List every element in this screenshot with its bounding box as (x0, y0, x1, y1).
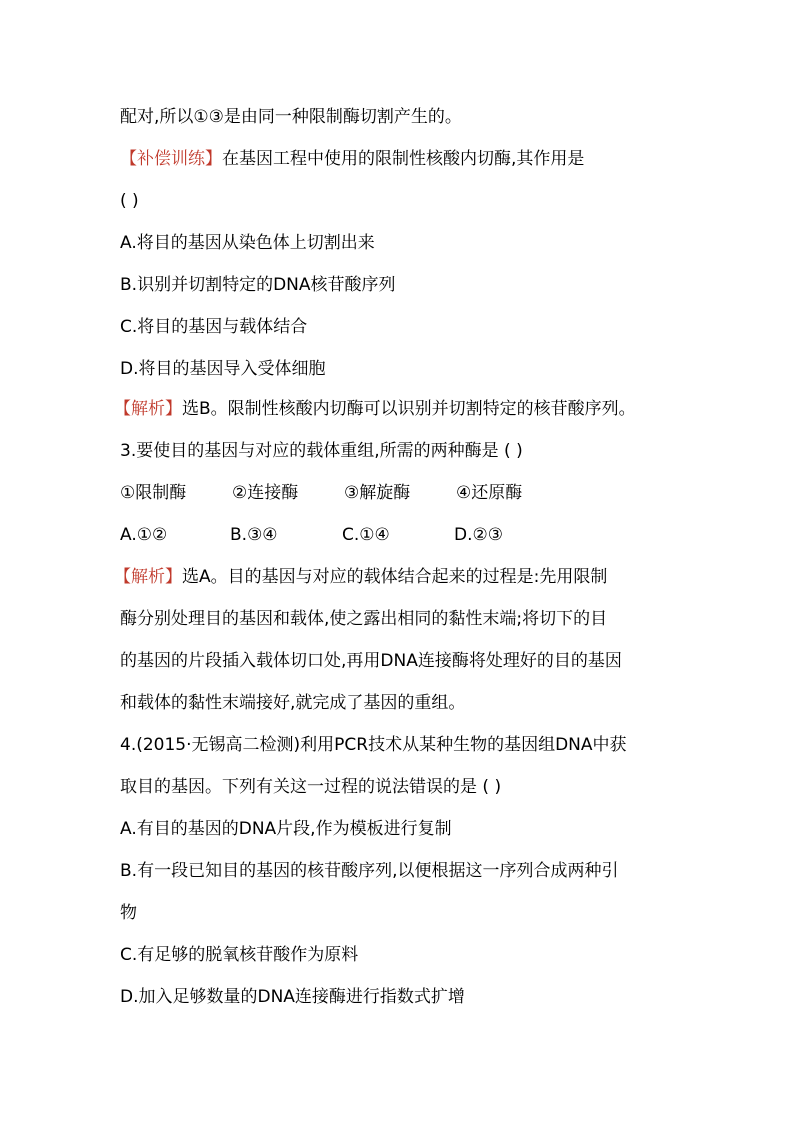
supplement-question-text: 在基因工程中使用的限制性核酸内切酶,其作用是 (222, 149, 585, 169)
question-3-answers (120, 524, 503, 546)
q4-option-d: D.加入足够数量的DNA连接酶进行指数式扩增 (120, 987, 465, 1007)
q4-option-b-line-2: 物 (120, 903, 137, 923)
question-4-line-1: 4.(2015·无锡高二检测)利用PCR技术从某种生物的基因组DNA中获 (120, 735, 627, 755)
analysis-2-text-1: 选A。目的基因与对应的载体结合起来的过程是:先用限制 (182, 567, 608, 587)
q4-option-b-line-1: B.有一段已知目的基因的核苷酸序列,以便根据这一序列合成两种引 (120, 861, 619, 881)
question-4-line-2: 取目的基因。下列有关这一过程的说法错误的是 ( ) (120, 777, 502, 797)
q4-option-c: C.有足够的脱氧核苷酸作为原料 (120, 945, 359, 965)
enzyme-1: ①限制酶 (120, 483, 187, 503)
analysis-text: 选B。限制性核酸内切酶可以识别并切割特定的核苷酸序列。 (182, 399, 636, 419)
enzyme-3: ③解旋酶 (344, 483, 411, 503)
enzyme-2: ②连接酶 (232, 483, 299, 503)
answer-a: A.①② (120, 525, 168, 545)
analysis-1 (114, 398, 636, 420)
analysis-label: 【解析】 (114, 399, 182, 419)
answer-b: B.③④ (230, 525, 278, 545)
analysis-2-line-4: 和载体的黏性末端接好,就完成了基因的重组。 (120, 693, 466, 713)
analysis-2-label: 【解析】 (114, 567, 182, 587)
analysis-2-line-1 (114, 566, 607, 588)
text-line-1: 配对,所以①③是由同一种限制酶切割产生的。 (120, 107, 462, 127)
option-d: D.将目的基因导入受体细胞 (120, 359, 326, 379)
answer-d: D.②③ (454, 525, 503, 545)
supplement-label: 【补偿训练】 (120, 149, 222, 169)
analysis-2-line-2: 酶分别处理目的基因和载体,使之露出相同的黏性末端;将切下的目 (120, 609, 608, 629)
supplement-question (120, 148, 584, 170)
question-3-enzymes (120, 482, 522, 504)
analysis-2-line-3: 的基因的片段插入载体切口处,再用DNA连接酶将处理好的目的基因 (120, 651, 622, 671)
question-3: 3.要使目的基因与对应的载体重组,所需的两种酶是 ( ) (120, 441, 523, 461)
enzyme-4: ④还原酶 (456, 483, 523, 503)
option-a: A.将目的基因从染色体上切割出来 (120, 233, 375, 253)
option-b: B.识别并切割特定的DNA核苷酸序列 (120, 275, 396, 295)
option-c: C.将目的基因与载体结合 (120, 317, 308, 337)
answer-blank: ( ) (120, 191, 139, 211)
answer-c: C.①④ (342, 525, 390, 545)
q4-option-a: A.有目的基因的DNA片段,作为模板进行复制 (120, 819, 452, 839)
